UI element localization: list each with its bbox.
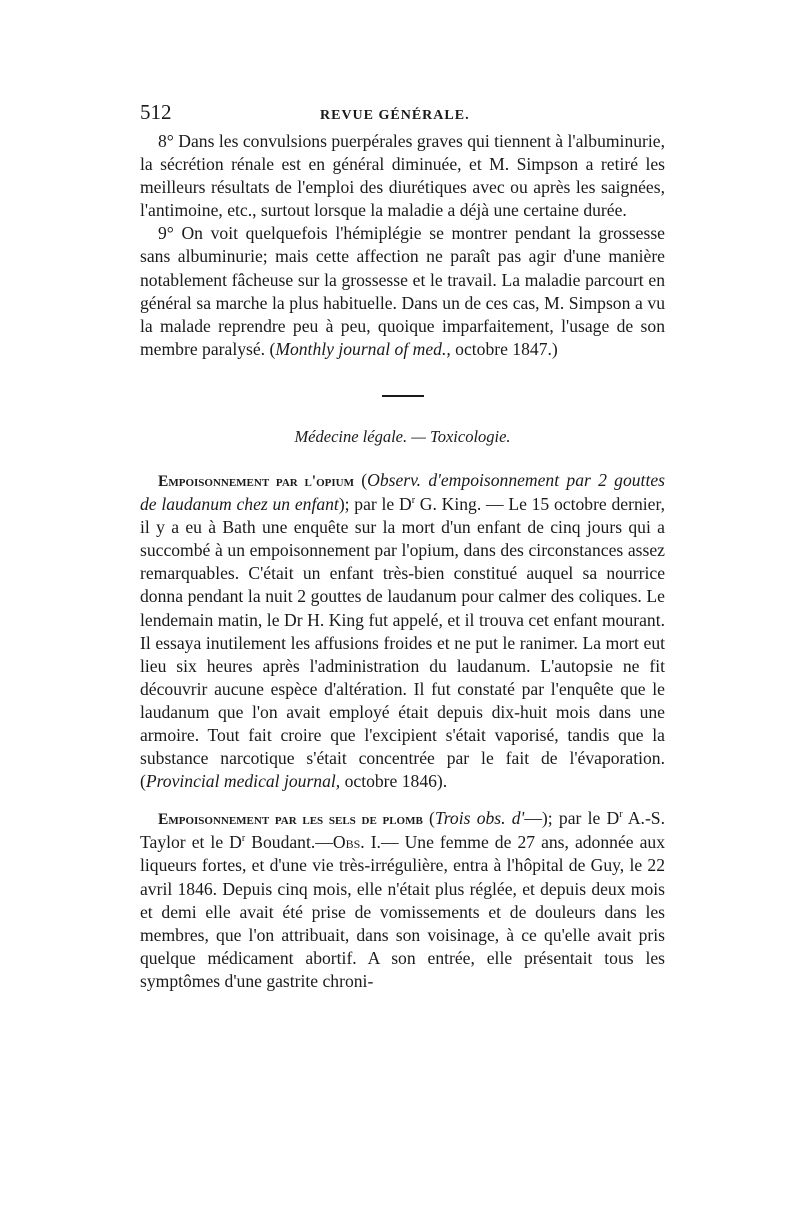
paragraph-8 <box>140 130 665 222</box>
article-plomb-subtitle: Trois obs. d' <box>434 808 525 829</box>
paragraph-8-text: 8° Dans les convulsions puerpérales graves qui tiennent à l'albuminurie, la sécrétion rénale est en général diminuée, et M. Simpson a retiré les meilleurs résultats de l'emploi des diurétiques avec ou après les saignées, l'antimoine, etc., surtout lorsque la maladie a déjà une certaine durée. <box>140 131 665 221</box>
paragraph-9-citation-tail: octobre 1847.) <box>450 338 558 359</box>
section-divider <box>382 395 424 397</box>
page <box>140 100 665 993</box>
article-plomb-title: Empoisonnement par les sels de plomb <box>158 811 423 829</box>
article-opium-subtitle-close: ); par le D <box>338 494 412 515</box>
article-opium-citation-tail: octobre 1846). <box>340 771 448 792</box>
article-opium-title: Empoisonnement par l'opium <box>158 472 354 490</box>
paragraph-9-citation: Monthly journal of med., <box>275 338 451 359</box>
article-plomb-subtitle-open: ( <box>422 808 435 829</box>
article-plomb-dr-sup-2: r <box>241 833 246 845</box>
paragraph-gap <box>140 793 665 807</box>
article-plomb-subtitle-close: —); par le D <box>524 808 620 829</box>
paragraph-9 <box>140 222 665 361</box>
article-plomb-author-1: A.-S. Taylor et le D <box>140 808 665 853</box>
article-opium-subtitle: Observ. d'empoisonnement par 2 gouttes de laudanum chez un enfant <box>140 469 665 515</box>
article-opium-dr-sup: r <box>411 495 416 507</box>
article-opium-citation: Provincial medical journal, <box>145 771 341 792</box>
article-opium <box>140 469 665 793</box>
article-plomb-author-2: Boudant.— <box>245 832 333 853</box>
paragraph-9-text: 9° On voit quelquefois l'hémiplégie se montrer pendant la grossesse sans albuminurie; mais cette affection ne paraît pas agir d'une manière notablement fâcheuse sur la grossesse et le travail. La maladie parcourt en général sa marche la plus habituelle. Dans un de ces cas, M. Simpson a vu la malade reprendre peu à peu, quoique imparfaitement, l'usage de son membre paralysé. ( <box>140 223 665 359</box>
article-plomb <box>140 807 665 993</box>
article-plomb-body: — Une femme de 27 ans, adonnée aux liqueurs fortes, et d'une vie très-irrégulière, entra à l'hôpital de Guy, le 22 avril 1846. Depuis cinq mois, elle n'était plus réglée, et depuis deux mois et demi elle avait été prise de vomissements et de douleurs dans les membres, que l'on attribuait, dans son voisinage, à ce qu'elle avait pris quelque médicament abortif. A son entrée, elle présentait tous les symptômes d'une gastrite chroni- <box>140 832 666 991</box>
page-header <box>140 100 665 126</box>
page-number: 512 <box>140 100 172 124</box>
article-plomb-obs-label: Obs. I. <box>332 832 381 853</box>
article-opium-author: G. King. — <box>415 494 509 515</box>
article-opium-subtitle-open: ( <box>354 469 368 490</box>
article-opium-body: Le 15 octobre dernier, il y a eu à Bath une enquête sur la mort d'un enfant de cinq jours qui a succombé à un empoisonnement par l'opium, dans des circonstances assez remarquables. C'était un enfant très-bien constitué auquel sa nourrice donna pendant la nuit 2 gouttes de laudanum pour calmer des coliques. Le lendemain matin, le Dr H. King fut appelé, et il trouva cet enfant mourant. Il essaya inutilement les affusions froides et ne put le ranimer. La mort eut lieu six heures après l'administration du laudanum. L'autopsie ne fit découvrir aucune espèce d'altération. Il fut constaté par l'enquête que le laudanum que l'on avait employé était depuis dix-huit mois dans une armoire. Tout fait croire que l'excipient s'était vaporisé, tandis que la substance narcotique s'était concentrée par le fait de l'évaporation. ( <box>140 494 665 792</box>
section-heading: Médecine légale. — Toxicologie. <box>294 426 511 446</box>
running-head: REVUE GÉNÉRALE. <box>320 108 470 123</box>
article-plomb-dr-sup-1: r <box>619 809 623 821</box>
